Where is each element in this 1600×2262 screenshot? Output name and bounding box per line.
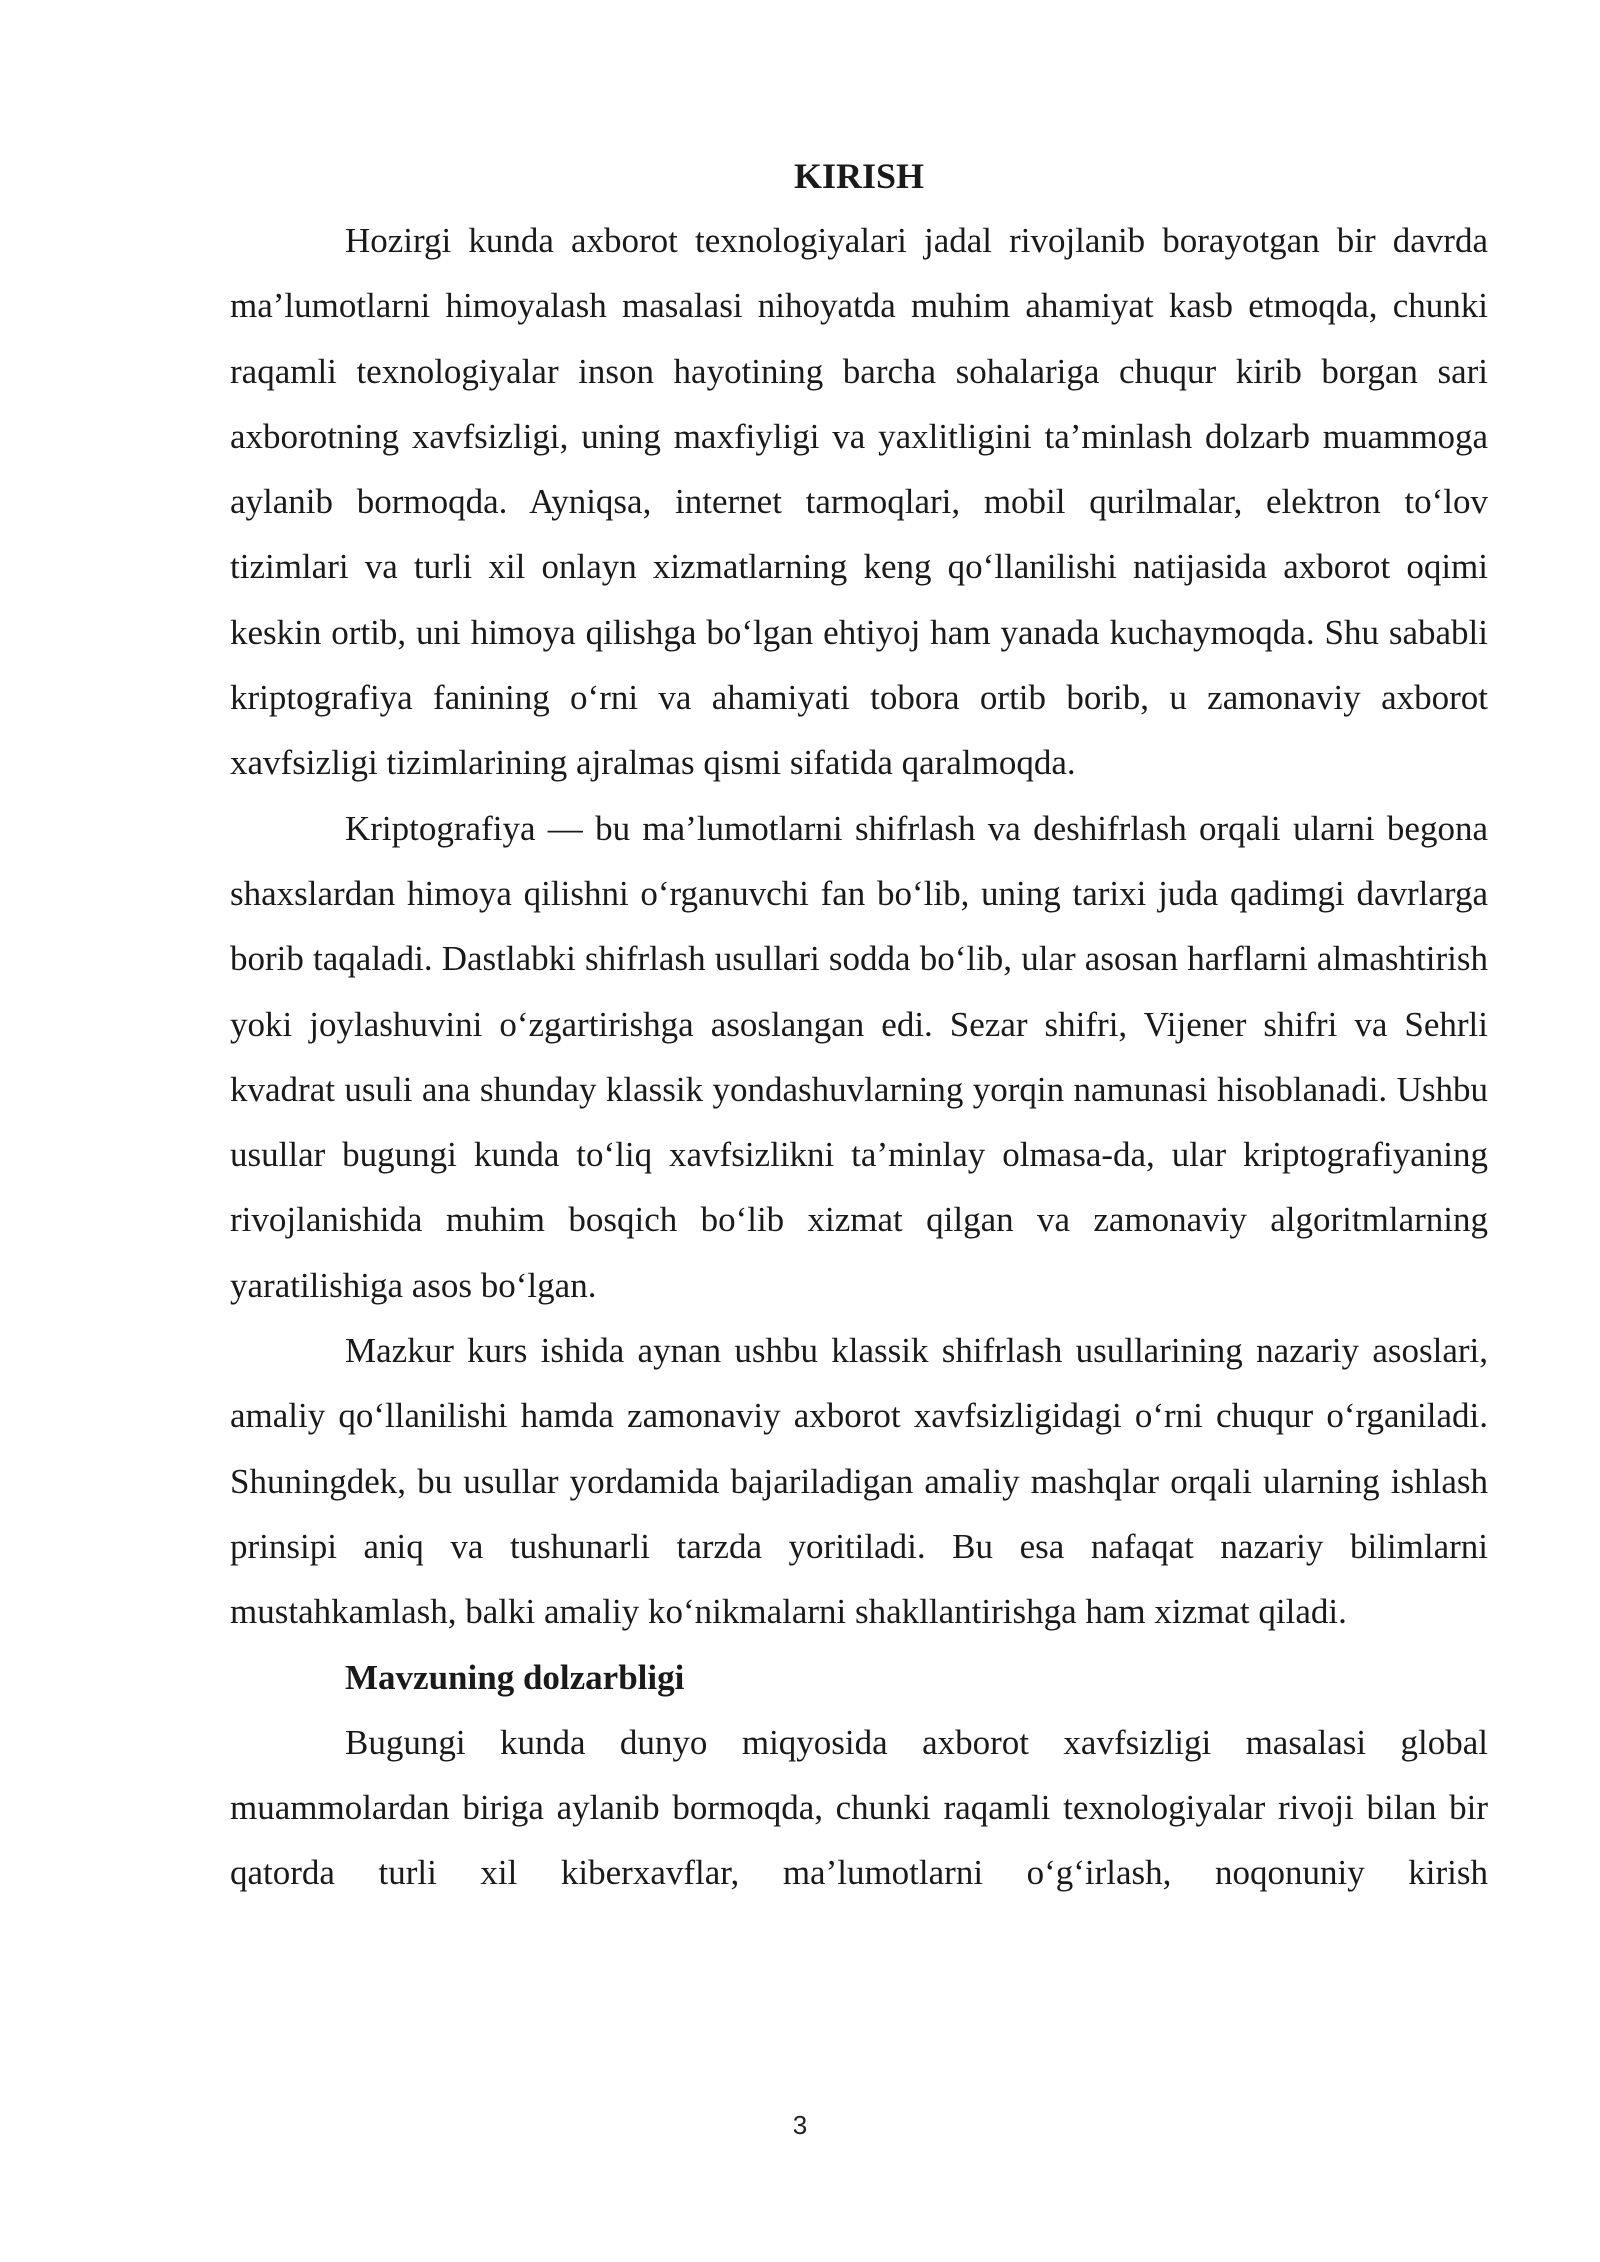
paragraph-relevance: Bugungi kunda dunyo miqyosida axborot xavfsizligi masalasi global muammolardan biriga aylanib bormoqda, chunki raqamli texnologiyalar rivoji bilan bir qatorda turli xil kiberxavflar, ma’lumotlarni o‘g‘irlash, noqonuniy kirish	[230, 1722, 1488, 1893]
page-number: 3	[792, 2110, 808, 2140]
document-body	[230, 208, 1488, 1906]
section-title: KIRISH	[793, 156, 925, 196]
subheading-relevance: Mavzuning dolzarbligi	[345, 1657, 685, 1697]
paragraph-course-work: Mazkur kurs ishida aynan ushbu klassik shifrlash usullarining nazariy asoslari, amaliy qo‘llanilishi hamda zamonaviy axborot xavfsizligidagi o‘rni chuqur o‘rganiladi. Shuningdek, bu usullar yordamida bajariladigan amaliy mashqlar orqali ularning ishlash prinsipi aniq va tushunarli tarzda yoritiladi. Bu esa nafaqat nazariy bilimlarni mustahkamlash, balki amaliy ko‘nikmalarni shakllantirishga ham xizmat qiladi.	[230, 1331, 1488, 1632]
paragraph-cryptography: Kriptografiya — bu ma’lumotlarni shifrlash va deshifrlash orqali ularni begona shaxslardan himoya qilishni o‘rganuvchi fan bo‘lib, uning tarixi juda qadimgi davrlarga borib taqaladi. Dastlabki shifrlash usullari sodda bo‘lib, ular asosan harflarni almashtirish yoki joylashuvini o‘zgartirishga asoslangan edi. Sezar shifri, Vijener shifri va Sehrli kvadrat usuli ana shunday klassik yondashuvlarning yorqin namunasi hisoblanadi. Ushbu usullar bugungi kunda to‘liq xavfsizlikni ta’minlay olmasa-da, ular kriptografiyaning rivojlanishida muhim bosqich bo‘lib xizmat qilgan va zamonaviy algoritmlarning yaratilishiga asos bo‘lgan.	[230, 808, 1488, 1305]
paragraph-intro: Hozirgi kunda axborot texnologiyalari jadal rivojlanib borayotgan bir davrda ma’lumotlarni himoyalash masalasi nihoyatda muhim ahamiyat kasb etmoqda, chunki raqamli texnologiyalar inson hayotining barcha sohalariga chuqur kirib borgan sari axborotning xavfsizligi, uning maxfiyligi va yaxlitligini ta’minlash dolzarb muammoga aylanib bormoqda. Ayniqsa, internet tarmoqlari, mobil qurilmalar, elektron to‘lov tizimlari va turli xil onlayn xizmatlarning keng qo‘llanilishi natijasida axborot oqimi keskin ortib, uni himoya qilishga bo‘lgan ehtiyoj ham yanada kuchaymoqda. Shu sababli kriptografiya fanining o‘rni va ahamiyati tobora ortib borib, u zamonaviy axborot xavfsizligi tizimlarining ajralmas qismi sifatida qaralmoqda.	[230, 221, 1488, 783]
